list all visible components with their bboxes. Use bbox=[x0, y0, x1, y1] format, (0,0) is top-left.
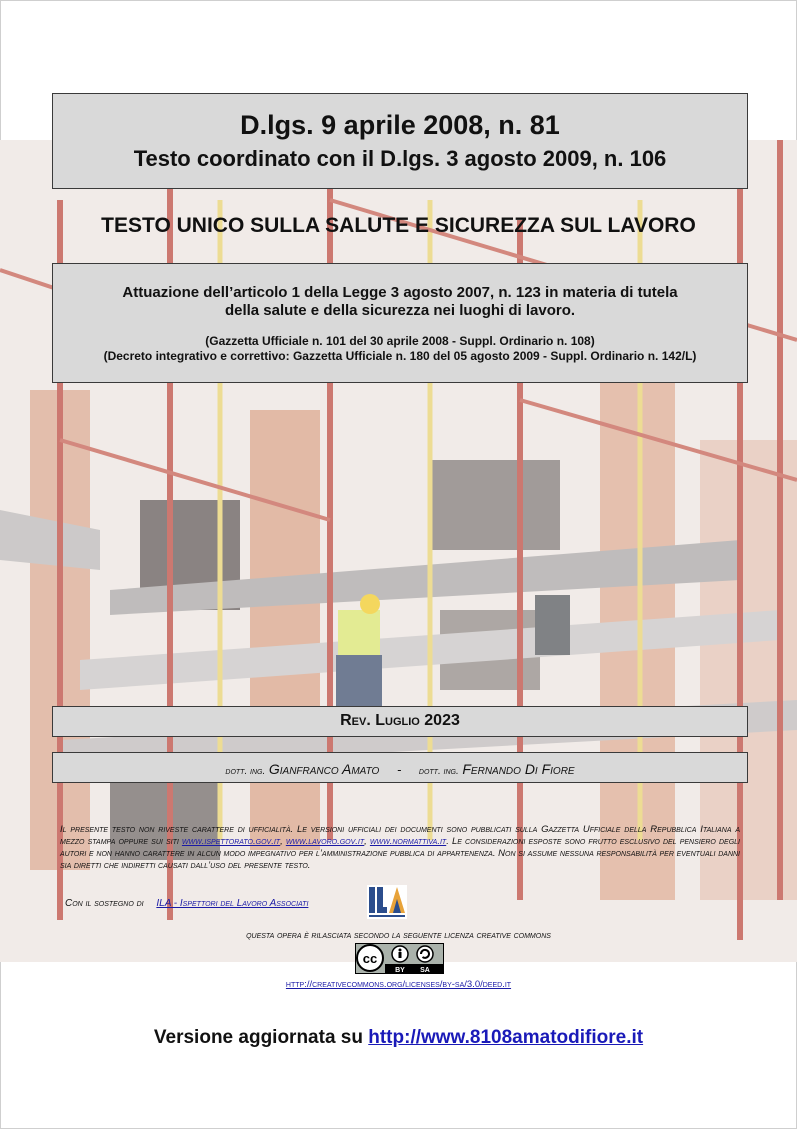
ila-link[interactable]: ILA - Ispettori del Lavoro Associati bbox=[156, 898, 309, 909]
cc-badge-label: cc bbox=[362, 951, 378, 966]
cc-license-url-line bbox=[0, 979, 797, 990]
revision-box bbox=[52, 706, 748, 737]
authors-separator: - bbox=[396, 762, 402, 777]
ila-logo[interactable] bbox=[367, 885, 407, 919]
authors-box bbox=[52, 752, 748, 783]
updated-version-line bbox=[0, 1027, 797, 1049]
normattiva-link[interactable]: www.normattiva.it bbox=[369, 836, 447, 847]
by-badge-label: BY bbox=[395, 967, 405, 974]
cc-by-sa-badge[interactable] bbox=[355, 943, 444, 974]
support-line bbox=[65, 898, 308, 909]
updated-version-label: Versione aggiornata su bbox=[153, 1027, 369, 1048]
author1-title: dott. ing. bbox=[225, 766, 266, 777]
attuazione-box bbox=[52, 263, 748, 383]
author1-name: Gianfranco Amato bbox=[268, 761, 380, 777]
support-label: Con il sostegno di bbox=[65, 898, 144, 909]
disclaimer-part-1: Il presente testo non riveste carattere di ufficialità. Le versioni ufficiali dei documenti sono pubblicati sulla Gazzetta Ufficiale della Repubblica Italiana a mezzo stampa oppure sui siti bbox=[60, 824, 740, 847]
disclaimer-comma-2: , bbox=[364, 836, 370, 847]
authors-line bbox=[53, 761, 747, 777]
gazzetta-line-1: (Gazzetta Ufficiale n. 101 del 30 aprile 2008 - Suppl. Ordinario n. 108) bbox=[205, 334, 595, 348]
sa-badge-label: SA bbox=[420, 967, 430, 974]
document-subtitle: Testo coordinato con il D.lgs. 3 agosto 2009, n. 106 bbox=[133, 146, 667, 171]
cc-license-link[interactable]: http://creativecommons.org/licenses/by-sa/3.0/deed.it bbox=[285, 979, 512, 990]
lavoro-link[interactable]: www.lavoro.gov.it bbox=[285, 836, 365, 847]
disclaimer-text bbox=[60, 824, 740, 872]
ispettorato-link[interactable]: www.ispettorato.gov.it bbox=[181, 836, 281, 847]
document-title: D.lgs. 9 aprile 2008, n. 81 bbox=[240, 110, 560, 140]
title-box bbox=[52, 93, 748, 189]
license-text: questa opera è rilasciata secondo la seguente licenza creative commons bbox=[246, 930, 551, 941]
attuazione-line-1: Attuazione dell’articolo 1 della Legge 3 agosto 2007, n. 123 in materia di tutela bbox=[122, 284, 678, 301]
revision-label: Rev. Luglio 2023 bbox=[340, 712, 460, 729]
gazzetta-line-2: (Decreto integrativo e correttivo: Gazzetta Ufficiale n. 180 del 05 agosto 2009 - Suppl. Ordinario n. 142/L) bbox=[103, 349, 697, 363]
author2-name: Fernando Di Fiore bbox=[462, 761, 575, 777]
disclaimer-comma-1: , bbox=[280, 836, 286, 847]
main-heading: TESTO UNICO SULLA SALUTE E SICUREZZA SUL LAVORO bbox=[101, 214, 696, 237]
disclaimer-part-2: . Le considerazioni esposte sono frutto esclusivo del pensiero degli autori e non hanno carattere in alcun modo impegnativo per l’amministrazione pubblica di appartenenza. Non si assume nessuna responsabilità per eventuali danni sia diretti che indiretti causati dall’uso del presente testo. bbox=[60, 836, 741, 871]
website-link[interactable]: http://www.8108amatodifiore.it bbox=[368, 1027, 644, 1048]
author2-title: dott. ing. bbox=[418, 766, 459, 777]
attuazione-line-2: della salute e della sicurezza nei luoghi di lavoro. bbox=[224, 302, 576, 319]
